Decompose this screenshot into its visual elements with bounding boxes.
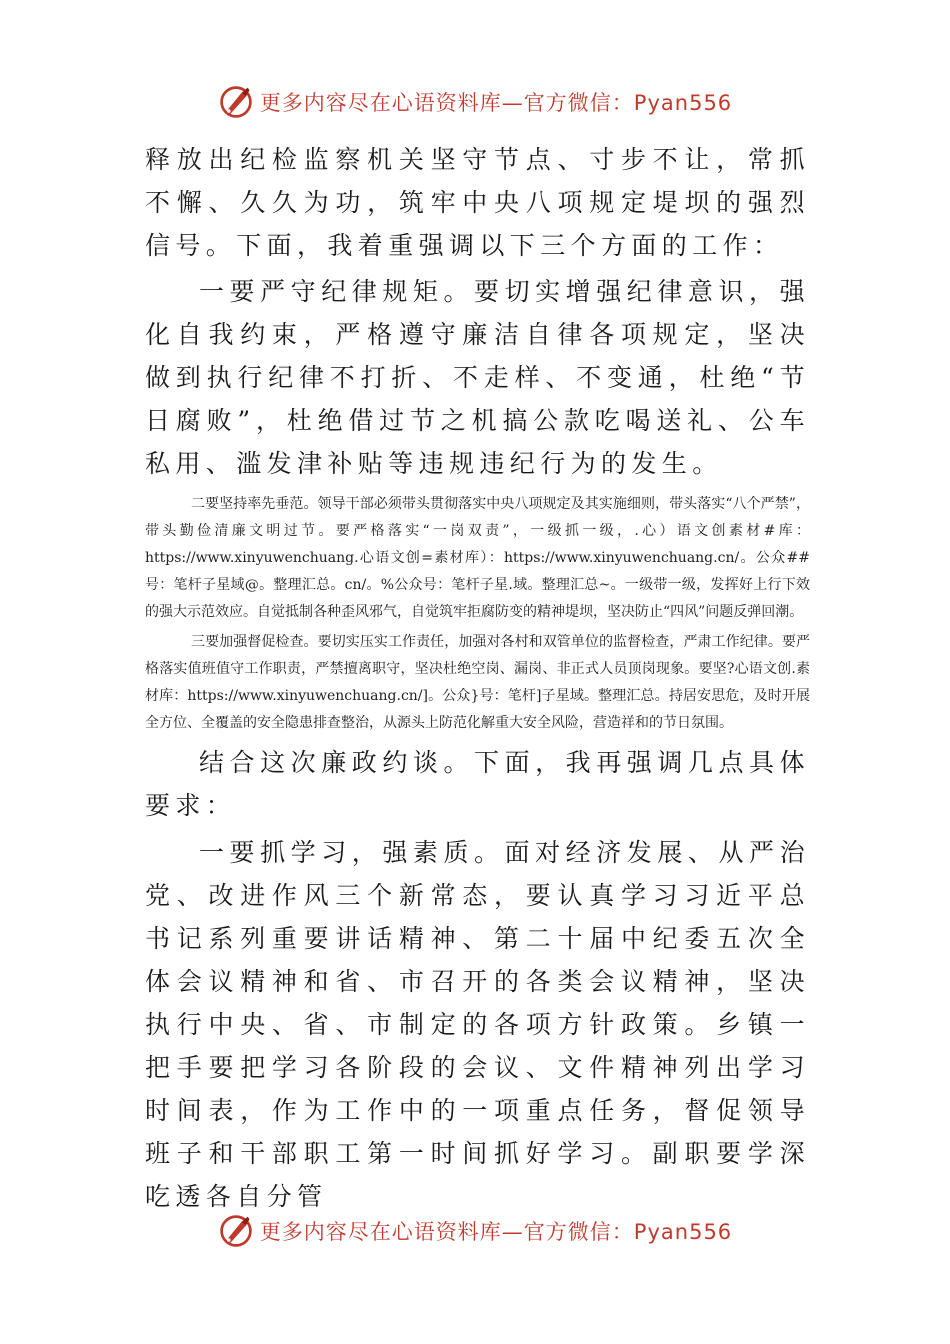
watermark-banner-bottom [0, 1211, 950, 1251]
paragraph-study-quality: 一要抓学习，强素质。面对经济发展、从严治党、改进作风三个新常态，要认真学习习近平总书记系列重要讲话精神、第二十届中纪委五次全体会议精神和省、市召开的各类会议精神，坚决执行中央、省、市制定的各项方针政策。乡镇一把手要把学习各阶段的会议、文件精神列出学习时间表，作为工作中的一项重点任务，督促领导班子和干部职工第一时间抓好学习。副职要学深吃透各自分管 [145, 838, 810, 1211]
pen-nib-logo-icon [218, 84, 254, 120]
paragraph-intro-continuation: 释放出纪检监察机关坚守节点、寸步不让，常抓不懈、久久为功，筑牢中央八项规定堤坝的强烈信号。下面，我着重强调以下三个方面的工作： [145, 145, 810, 260]
pen-nib-logo-icon [218, 1213, 254, 1249]
watermark-text: 更多内容尽在心语资料库—官方微信：Pyan556 [259, 91, 733, 115]
paragraph-specific-requirements: 结合这次廉政约谈。下面，我再强调几点具体要求： [145, 748, 810, 820]
watermark-banner-top [0, 82, 950, 122]
paragraph-lead-by-example: 二要坚持率先垂范。领导干部必须带头贯彻落实中央八项规定及其实施细则，带头落实“八个严禁”，带头勤俭清廉文明过节。要严格落实“一岗双责”，一级抓一级，.心）语文创素材#库：https://www.xinyuwenchuang.心语文创=素材库）：https://www.xinyuwenchuang.cn/。公众##号：笔杆子星域@。整理汇总。cn/。%公众号：笔杆子星.域。整理汇总~。一级带一级，发挥好上行下效的强大示范效应。自觉抵制各种歪风邪气，自觉筑牢拒腐防变的精神堤坝，坚决防止“四风”问题反弹回潮。 [145, 496, 810, 620]
document-body [145, 138, 810, 1218]
paragraph-supervision: 三要加强督促检查。要切实压实工作责任，加强对各村和双管单位的监督检查，严肃工作纪律。要严格落实值班值守工作职责，严禁擅离职守，坚决杜绝空岗、漏岗、非正式人员顶岗现象。要坚?心语文创.素材库：https://www.xinyuwenchuang.cn/]。公众}号：笔杆]子星域。整理汇总。持居安思危，及时开展全方位、全覆盖的安全隐患排查整治，从源头上防范化解重大安全风险，营造祥和的节日氛围。 [145, 634, 810, 731]
paragraph-discipline-rules: 一要严守纪律规矩。要切实增强纪律意识，强化自我约束，严格遵守廉洁自律各项规定，坚决做到执行纪律不打折、不走样、不变通，杜绝“节日腐败”，杜绝借过节之机搞公款吃喝送礼、公车私用、滥发津补贴等违规违纪行为的发生。 [145, 277, 810, 478]
watermark-text: 更多内容尽在心语资料库—官方微信：Pyan556 [259, 1220, 733, 1244]
